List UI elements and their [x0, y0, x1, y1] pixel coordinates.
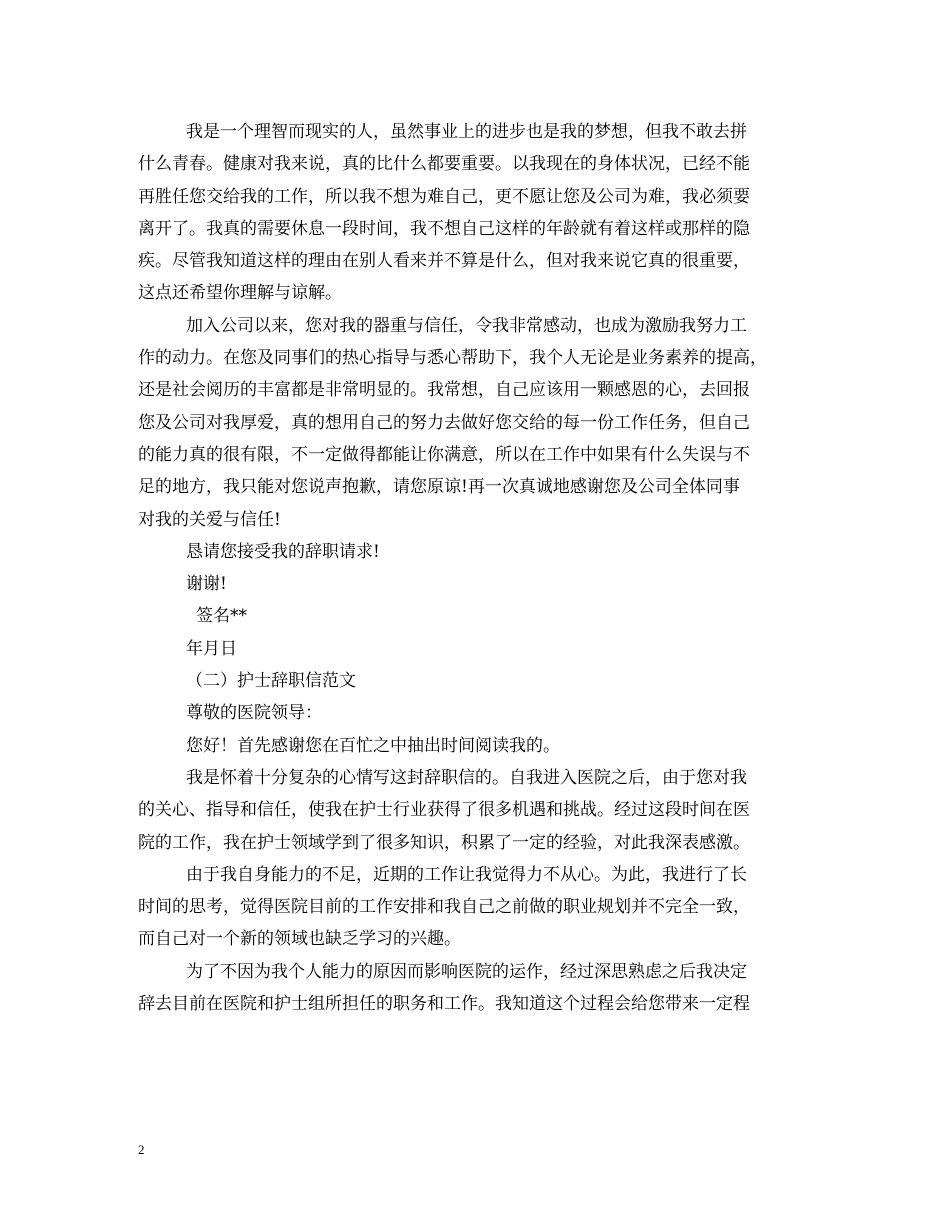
text-line: 恳请您接受我的辞职请求! — [186, 541, 380, 562]
text-line: 疾。尽管我知道这样的理由在别人看来并不算是什么，但对我来说它真的很重要， — [138, 251, 750, 272]
text-line: 尊敬的医院领导： — [186, 703, 322, 724]
text-line: （二）护士辞职信范文 — [186, 671, 356, 692]
text-line: 院的工作，我在护士领域学到了很多知识，积累了一定的经验，对此我深表感激。 — [138, 832, 750, 853]
text-line: 为了不因为我个人能力的原因而影响医院的运作，经过深思熟虑之后我决定 — [186, 961, 747, 982]
text-line: 作的动力。在您及同事们的热心指导与悉心帮助下，我个人无论是业务素养的提高， — [138, 348, 767, 369]
document-body — [138, 116, 814, 1020]
text-line: 由于我自身能力的不足，近期的工作让我觉得力不从心。为此，我进行了长 — [186, 864, 747, 885]
text-line: 时间的思考，觉得医院目前的工作安排和我自己之前做的职业规划并不完全一致， — [138, 897, 750, 918]
text-line: 的能力真的很有限，不一定做得都能让你满意，所以在工作中如果有什么失误与不 — [138, 444, 750, 465]
text-line: 再胜任您交给我的工作，所以我不想为难自己，更不愿让您及公司为难，我必须要 — [138, 186, 750, 207]
text-line: 什么青春。健康对我来说，真的比什么都要重要。以我现在的身体状况，已经不能 — [138, 154, 750, 175]
text-line: 谢谢! — [186, 574, 227, 595]
text-line: 您及公司对我厚爱，真的想用自己的努力去做好您交给的每一份工作任务，但自己 — [138, 412, 750, 433]
text-line: 我是怀着十分复杂的心情写这封辞职信的。自我进入医院之后，由于您对我 — [186, 767, 747, 788]
text-line: 辞去目前在医院和护士组所担任的职务和工作。我知道这个过程会给您带来一定程 — [138, 994, 750, 1015]
text-line: 而自己对一个新的领域也缺乏学习的兴趣。 — [138, 929, 461, 950]
text-line: 离开了。我真的需要休息一段时间，我不想自己这样的年龄就有着这样或那样的隐 — [138, 218, 750, 239]
text-line: 我是一个理智而现实的人，虽然事业上的进步也是我的梦想，但我不敢去拼 — [186, 122, 747, 142]
text-line: 签名** — [196, 606, 247, 627]
text-line: 足的地方，我只能对您说声抱歉，请您原谅!再一次真诚地感谢您及公司全体同事 — [138, 477, 740, 498]
text-line: 您好！首先感谢您在百忙之中抽出时间阅读我的。 — [186, 735, 560, 756]
text-line: 的关心、指导和信任，使我在护士行业获得了很多机遇和挑战。经过这段时间在医 — [138, 800, 750, 821]
text-line: 对我的关爱与信任! — [138, 509, 281, 530]
text-line: 还是社会阅历的丰富都是非常明显的。我常想，自己应该用一颗感恩的心，去回报 — [138, 380, 750, 401]
text-line: 年月日 — [186, 638, 237, 659]
text-line: 加入公司以来，您对我的器重与信任，令我非常感动，也成为激励我努力工 — [186, 315, 747, 336]
page-number: 2 — [138, 1142, 145, 1157]
text-line: 这点还希望你理解与谅解。 — [138, 283, 342, 304]
